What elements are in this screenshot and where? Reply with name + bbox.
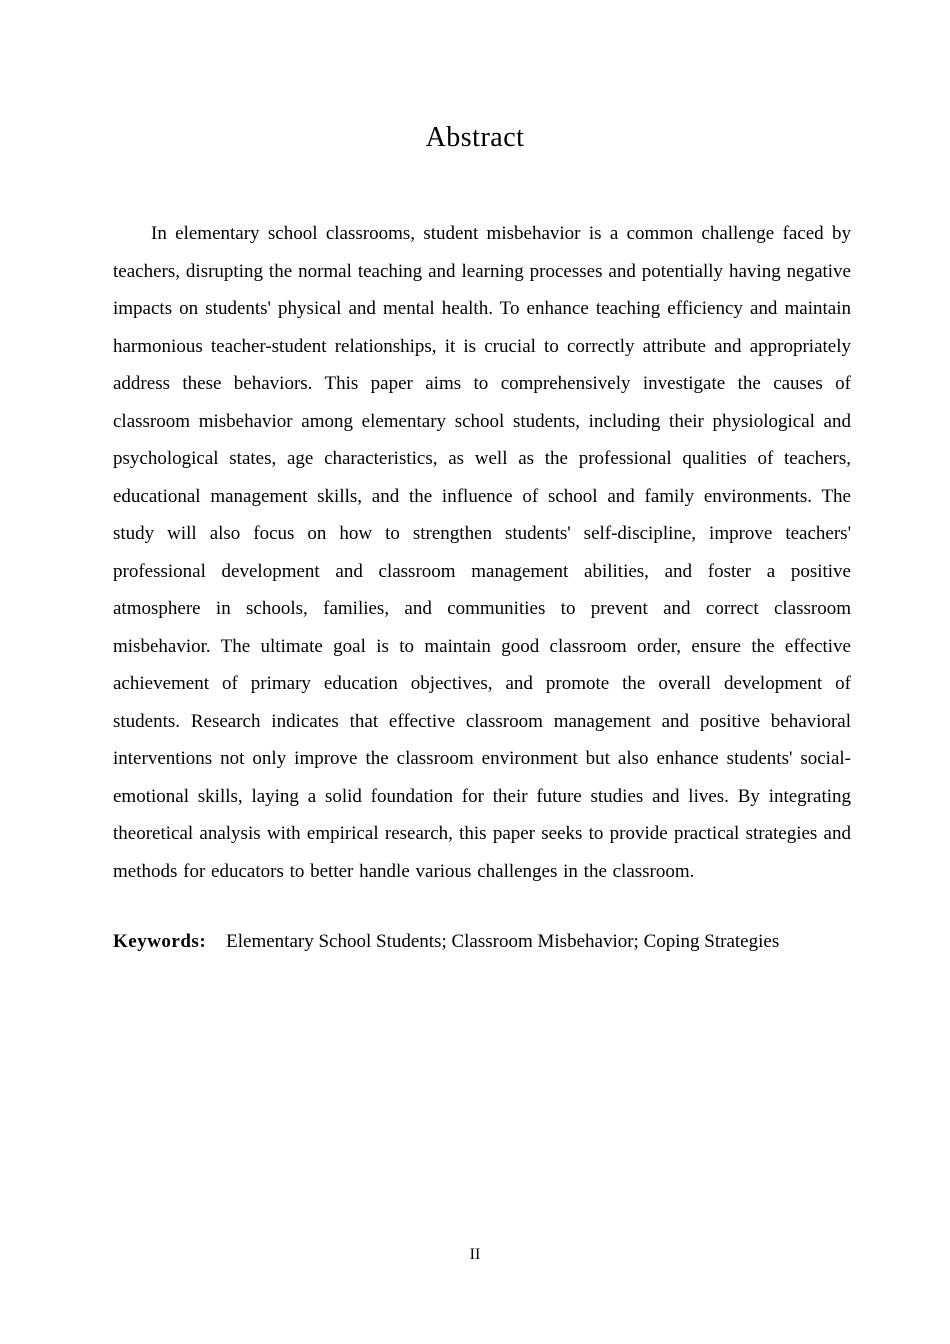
keywords-label: Keywords: xyxy=(113,931,207,952)
keywords-text: Elementary School Students; Classroom Misbehavior; Coping Strategies xyxy=(226,931,780,952)
abstract-paragraph: In elementary school classrooms, student misbehavior is a common challenge faced by teachers, disrupting the normal teaching and learning processes and potentially having negative impacts on students' physical and mental health. To enhance teaching efficiency and maintain harmonious teacher-student relationships, it is crucial to correctly attribute and appropriately address these behaviors. This paper aims to comprehensively investigate the causes of classroom misbehavior among elementary school students, including their physiological and psychological states, age characteristics, as well as the professional qualities of teachers, educational management skills, and the influence of school and family environments. The study will also focus on how to strengthen students' self-discipline, improve teachers' professional development and classroom management abilities, and foster a positive atmosphere in schools, families, and communities to prevent and correct classroom misbehavior. The ultimate goal is to maintain good classroom order, ensure the effective achievement of primary education objectives, and promote the overall development of students. Research indicates that effective classroom management and positive behavioral interventions not only improve the classroom environment but also enhance students' social-emotional skills, laying a solid foundation for their future studies and lives. By integrating theoretical analysis with empirical research, this paper seeks to provide practical strategies and methods for educators to better handle various challenges in the classroom. xyxy=(113,223,851,882)
abstract-title: Abstract xyxy=(425,122,525,153)
page-number: II xyxy=(469,1246,481,1263)
keywords-line xyxy=(113,923,851,961)
